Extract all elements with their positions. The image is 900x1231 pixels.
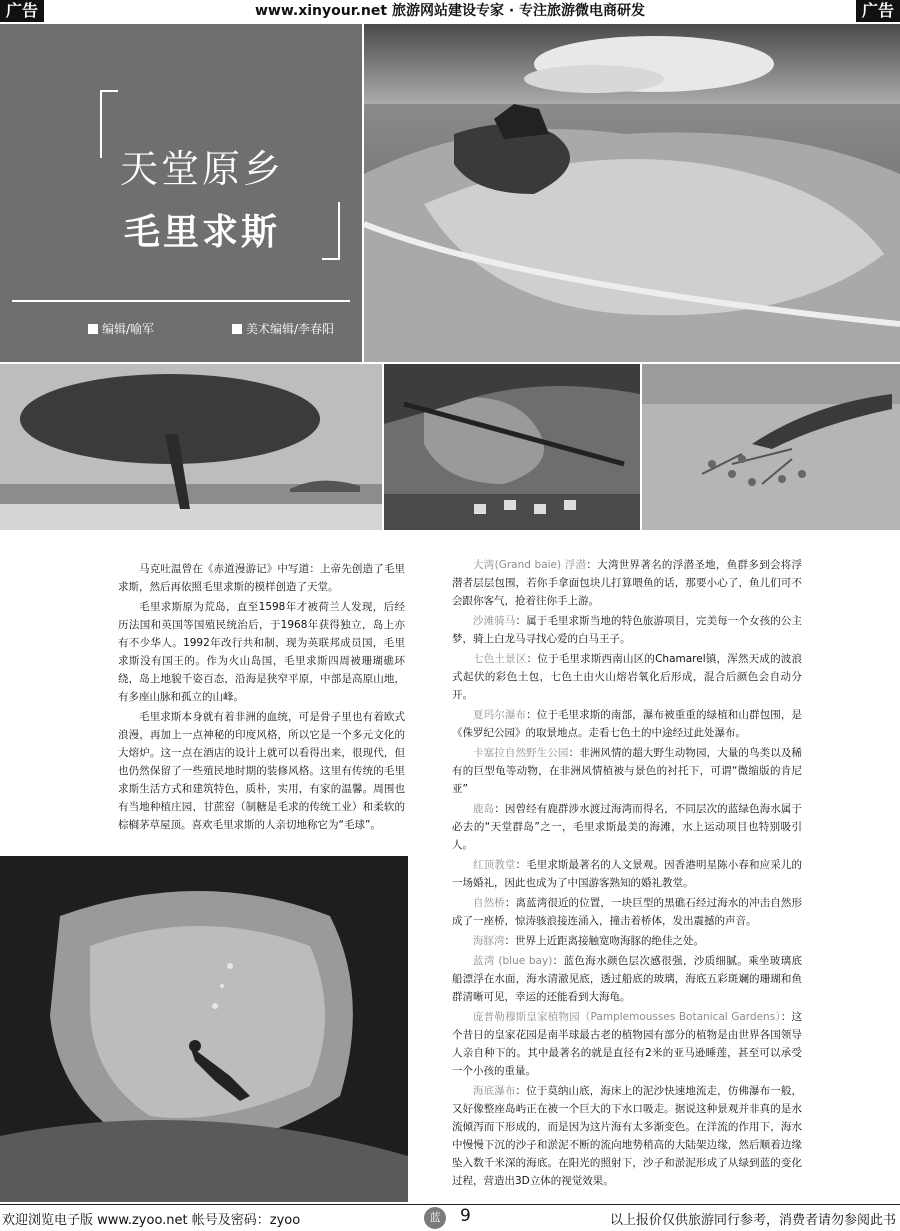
beach-tree-photo	[0, 364, 382, 530]
left-paragraph: 马克吐温曾在《赤道漫游记》中写道：上帝先创造了毛里求斯，然后再依照毛里求斯的模样创造了天堂。	[118, 563, 405, 593]
attraction-name: 海豚湾	[473, 935, 505, 947]
attraction-desc: ：世界上近距离接触宽吻海豚的绝佳之处。	[504, 935, 704, 947]
page-footer	[0, 1204, 900, 1231]
footer-website-note: 欢迎浏览电子版 www.zyoo.net 帐号及密码：zyoo	[2, 1213, 301, 1228]
attraction-desc: ：毛里求斯最著名的人文景观。因香港明星陈小春和应采儿的一场婚礼，因此也成为了中国游客熟知的婚礼教堂。	[452, 859, 803, 889]
attraction-name: 蓝湾 (blue bay)	[473, 955, 553, 967]
attraction-desc: ：非洲风情的超大野生动物园，大量的鸟类以及稀有的巨型龟等动物，在非洲风情植被与景色的衬托下，可谓“微缩版的肯尼亚”	[452, 747, 803, 795]
attraction-entry	[452, 556, 802, 610]
aerial-island-photo	[364, 24, 900, 362]
overwater-villas-photo	[642, 364, 900, 530]
attraction-entry	[452, 744, 802, 798]
attraction-desc: ：这个昔日的皇家花园是南半球最古老的植物园有部分的植物是由世界各国领导人亲自种下的。其中最著名的就是直径有2米的亚马逊睡莲，甚至可以承受一个小孩的重量。	[452, 1011, 802, 1077]
attraction-entry	[452, 1008, 802, 1080]
page-number: 9	[460, 1206, 471, 1226]
title-panel	[0, 24, 362, 362]
left-text-column	[118, 560, 405, 836]
attraction-name: 夏玛尔瀑布	[473, 709, 527, 721]
attraction-desc: ：位于毛里求斯的南部，瀑布被重重的绿植和山群包围，是《侏罗纪公园》的取景地点。走看七色土的中途经过此处瀑布。	[452, 709, 803, 739]
attraction-entry	[452, 932, 802, 950]
attraction-name: 卡塞拉自然野生公园	[473, 747, 569, 759]
square-bullet-icon	[88, 324, 98, 334]
attraction-name: 沙滩骑马	[473, 615, 516, 627]
right-text-column	[452, 556, 802, 1192]
attraction-entry	[452, 800, 802, 854]
header-banner: www.xinyour.net 旅游网站建设专家 · 专注旅游微电商研发	[254, 3, 646, 19]
page-badge-icon: 蓝	[424, 1207, 446, 1229]
attraction-entry	[452, 856, 802, 892]
attraction-name: 大湾(Grand baie) 浮潜	[473, 559, 587, 571]
attraction-entry	[452, 894, 802, 930]
attraction-entry	[452, 706, 802, 742]
attraction-desc: ：蓝色海水颜色层次感很强，沙质细腻。乘坐玻璃底船漂浮在水面，海水清澈见底，透过船底的玻璃，海底五彩斑斓的珊瑚和鱼群清晰可见，幸运的还能看到大海龟。	[452, 955, 802, 1003]
left-paragraph: 毛里求斯原为荒岛，直至1598年才被荷兰人发现，后经历法国和英国等国殖民统治后，于1968年获得独立，岛上亦有不少华人。1992年改行共和制，现为英联邦成员国，毛里求斯没有国王的。作为火山岛国，毛里求斯四周被珊瑚礁环绕，岛上地貌千姿百态，沿海是狭窄平原，中部是高原山地，有多座山脉和孤立的山峰。	[118, 601, 405, 703]
attraction-desc: ：离蓝湾很近的位置，一块巨型的黑礁石经过海水的冲击自然形成了一座桥，惊涛骇浪接连涌入，撞击着桥体，发出震撼的声音。	[452, 897, 803, 927]
attraction-name: 红顶教堂	[473, 859, 516, 871]
attraction-entry	[452, 952, 802, 1006]
ad-tag-left: 广告	[0, 0, 44, 22]
attraction-entry	[452, 650, 802, 704]
attraction-entry	[452, 1082, 802, 1190]
bracket-bottom-right	[322, 202, 340, 260]
footer-disclaimer: 以上报价仅供旅游同行参考，消费者请勿参阅此书	[609, 1213, 896, 1228]
attraction-desc: ：属于毛里求斯当地的特色旅游项目，完美每一个女孩的公主梦，骑上白龙马寻找心爱的白马王子。	[452, 615, 803, 645]
title-divider	[12, 300, 350, 302]
attraction-desc: ：位于莫纳山底，海床上的泥沙快速地流走，仿佛瀑布一般，又好像整座岛屿正在被一个巨大的下水口吸走。据说这种景观并非真的是水流倾泻而下形成的，而是因为这片海有太多渐变色。在洋流的作用下，海水中慢慢下沉的沙子和淤泥不断的流向地势稍高的大陆架边缘，然后顺着边缘坠入数千米深的海底。在阳光的照射下，沙子和淤泥形成了从绿到蓝的变化过程，营造出3D立体的视觉效果。	[452, 1085, 803, 1187]
underwater-cave-diver-photo	[0, 856, 408, 1202]
credit-art-editor	[232, 320, 334, 337]
left-paragraph: 毛里求斯本身就有着非洲的血统，可是骨子里也有着欧式浪漫，再加上一点神秘的印度风格，所以它是一个多元文化的大熔炉。这一点在酒店的设计上就可以看得出来，很现代，但也仍然保留了一些殖民地时期的装修风格。这里有传统的毛里求斯生活方式和建筑特色，质朴，实用，有家的温馨。周围也有当地种植庄园，甘蔗窑（制糖是毛求的传统工业）和柔软的棕榈茅草屋顶。喜欢毛里求斯的人亲切地称它为“毛球”。	[118, 711, 405, 831]
art-editor-credit: 美术编辑/李春阳	[246, 322, 335, 336]
editor-credit: 编辑/喻军	[102, 322, 155, 336]
attraction-desc: ：因曾经有鹿群涉水渡过海湾而得名，不同层次的蓝绿色海水属于必去的“天堂群岛”之一，毛里求斯最美的海滩，水上运动项目也特别吸引人。	[452, 803, 802, 851]
attraction-desc: ：位于毛里求斯西南山区的Chamarel镇，浑然天成的波浪式起伏的彩色土包，七色土由火山熔岩氧化后形成，混合后颜色会自动分开。	[452, 653, 803, 701]
attraction-desc: ：大湾世界著名的浮潜圣地，鱼群多到会将浮潜者层层包围，若你手拿面包块儿打算喂鱼的话，那要小心了，鱼儿们可不会跟你客气，抢着往你手上游。	[452, 559, 802, 607]
attraction-entry	[452, 612, 802, 648]
bracket-top-left	[100, 90, 118, 158]
ad-tag-right: 广告	[856, 0, 900, 22]
resort-lagoon-photo	[384, 364, 640, 530]
credit-editor	[88, 320, 154, 337]
attraction-name: 庞普勒穆斯皇家植物园（Pamplemousses Botanical Gardens）	[473, 1011, 781, 1023]
attraction-name: 七色土景区	[473, 653, 527, 665]
title-line-2: 毛里求斯	[124, 212, 281, 253]
attraction-name: 海底瀑布	[473, 1085, 516, 1097]
title-line-1: 天堂原乡	[120, 147, 285, 191]
attraction-name: 鹿岛	[473, 803, 495, 815]
square-bullet-icon	[232, 324, 242, 334]
attraction-name: 自然桥	[473, 897, 505, 909]
